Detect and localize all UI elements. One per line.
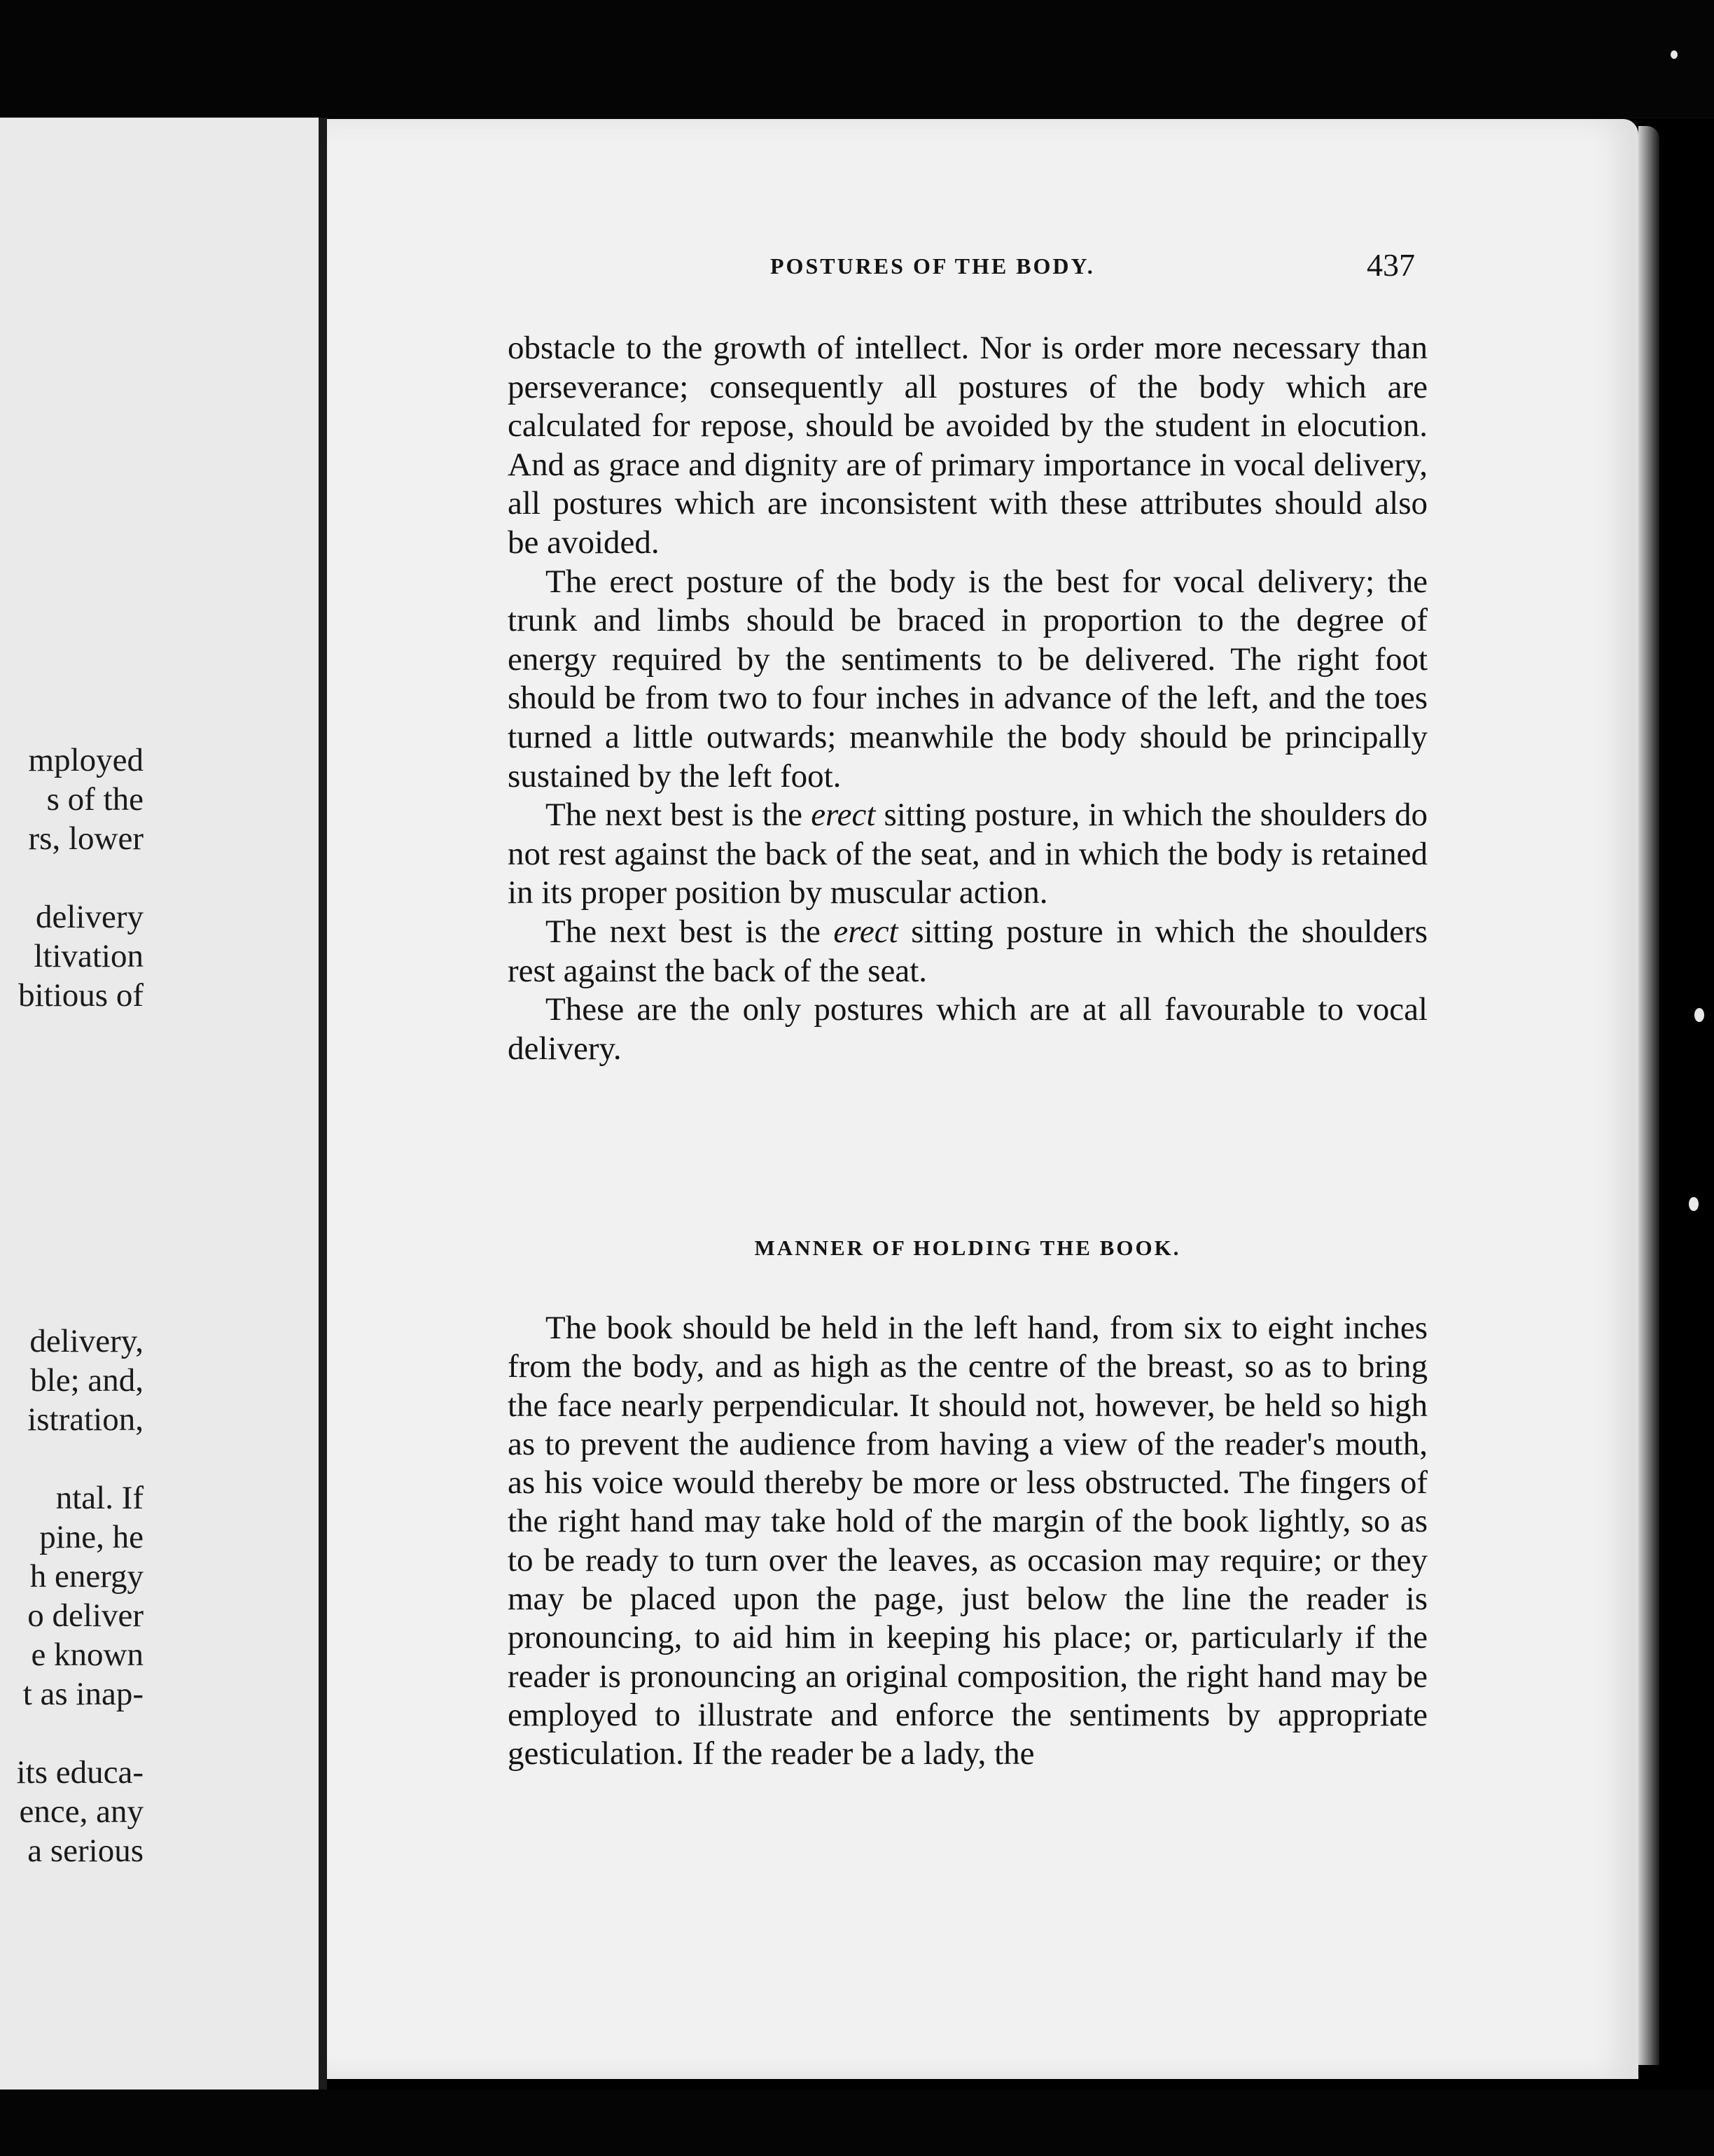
paragraph — [508, 329, 1428, 563]
body-text-section-postures — [508, 329, 1428, 1068]
text-run: The book should be held in the left hand, from six to eight inches from the body, and as high as the centre of the breast, so as to bring the face nearly perpendicular. It should not, however, be held so high as to prevent the audience from having a view of the reader's mouth, as his voice would thereby be more or less obstructed. The fingers of the right hand may take hold of the margin of the book lightly, so as to be ready to turn over the leaves, as occasion may require; or they may be placed upon the page, just below the line the reader is pronouncing, to aid him in keeping his place; or, particularly if the reader is pronouncing an original composition, the right hand may be employed to illustrate and enforce the sentiments by appropriate gesticulation. If the reader be a lady, the — [508, 1310, 1428, 1772]
previous-page-text-fragment: a serious — [27, 1833, 144, 1869]
previous-page-text-fragment: s of the — [46, 781, 144, 818]
previous-page-text-fragment: o deliver — [27, 1597, 144, 1634]
previous-page-text-fragment: mployed — [28, 742, 144, 778]
italic-text: erect — [833, 913, 898, 950]
scan-speck — [1689, 1197, 1699, 1211]
paragraph — [508, 563, 1428, 797]
previous-page-text-fragment: ntal. If — [55, 1480, 144, 1516]
previous-page-text-fragment: e known — [31, 1637, 144, 1673]
paragraph — [508, 1309, 1428, 1774]
previous-page-text-fragment: bitious of — [18, 977, 144, 1014]
text-run: These are the only postures which are at all favourable to vocal delivery. — [508, 991, 1428, 1067]
previous-page-text-fragment: ble; and, — [30, 1362, 144, 1399]
book-gutter — [319, 118, 327, 2092]
previous-page-text-fragment: pine, he — [39, 1519, 144, 1555]
paragraph — [508, 990, 1428, 1068]
text-run: sitting posture in which the shoulders rest against the back of the seat. — [508, 913, 1428, 989]
previous-page-text-fragment: h energy — [29, 1558, 144, 1595]
paragraph — [508, 796, 1428, 913]
text-run: obstacle to the growth of intellect. Nor is order more necessary than perseverance; consequently all postures of the body which are calculated for repose, should be avoided by the student in elocution. And as grace and dignity are of primary importance in vocal delivery, all postures which are inconsistent with these attributes should also be avoided. — [508, 330, 1428, 561]
text-run: The erect posture of the body is the best for vocal delivery; the trunk and limbs should be braced in proportion to the degree of energy required by the sentiments to be delivered. The right foot should be from two to four inches in advance of the left, and the toes turned a little outwards; meanwhile the body should be principally sustained by the left foot. — [508, 563, 1428, 794]
scan-speck — [1671, 50, 1678, 59]
running-head: POSTURES OF THE BODY. — [770, 253, 1095, 279]
italic-text: erect — [811, 797, 876, 834]
previous-page-text-fragment: delivery, — [29, 1323, 144, 1359]
page-edge-shadow — [1638, 126, 1659, 2065]
text-run: The next best is the — [545, 913, 834, 950]
previous-page-text-fragment: ltivation — [34, 938, 144, 974]
scan-top-border — [0, 0, 1714, 119]
page-number: 437 — [1367, 247, 1415, 283]
section-heading: MANNER OF HOLDING THE BOOK. — [754, 1236, 1181, 1260]
previous-page-text-fragment: ence, any — [19, 1793, 144, 1830]
scan-bottom-border — [0, 2090, 1714, 2156]
previous-page-edge — [0, 118, 319, 2092]
previous-page-text-fragment: its educa- — [16, 1754, 144, 1791]
text-run: The next best is the — [545, 797, 811, 834]
previous-page-text-fragment: t as inap- — [22, 1676, 144, 1712]
previous-page-text-fragment: delivery — [36, 899, 144, 935]
previous-page-text-fragment: istration, — [27, 1401, 144, 1438]
body-text-section-book — [508, 1309, 1428, 1774]
scan-speck — [1694, 1008, 1704, 1022]
paragraph — [508, 913, 1428, 990]
text-run: sitting posture, in which the shoulders do not rest against the back of the seat, and in which the body is retained in its proper position by muscular action. — [508, 797, 1428, 911]
previous-page-text-fragment: rs, lower — [28, 820, 144, 857]
